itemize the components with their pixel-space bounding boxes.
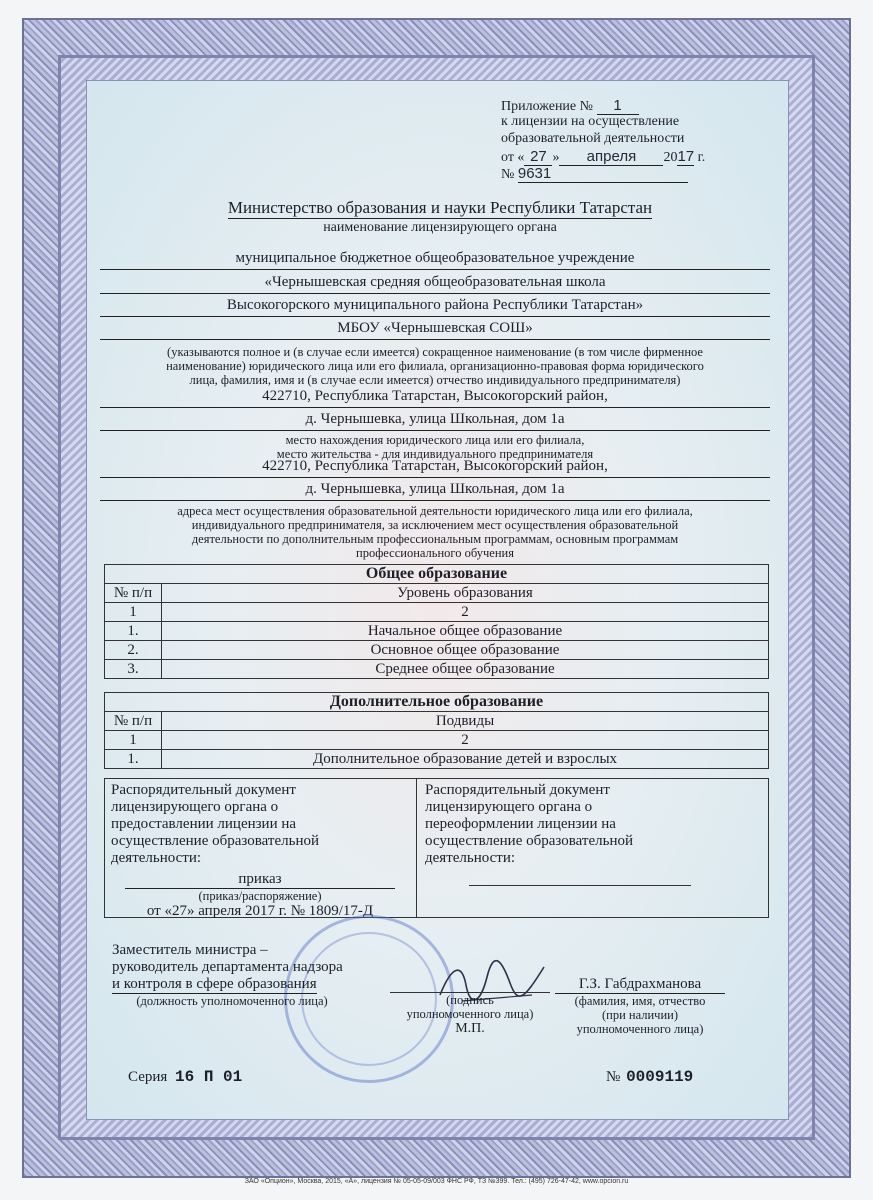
activity-caption2: индивидуального предпринимателя, за исключением мест осуществления образовательной: [191, 518, 679, 532]
activity-line2: д. Чернышевка, улица Школьная, дом 1а: [100, 481, 770, 501]
documents-box: [104, 778, 769, 918]
date-from-label: от «: [501, 150, 525, 165]
reissue-document-cell: [417, 779, 767, 917]
authority-caption: наименование лицензирующего органа: [323, 220, 557, 235]
table-row: [105, 641, 769, 660]
date-year-prefix: 20: [663, 150, 678, 165]
general-row-num: 1.: [105, 622, 162, 641]
grant-doc-date: от «27» апреля 2017 г. № 1809/17-Д: [146, 903, 374, 919]
additional-row-num: 1.: [105, 750, 162, 769]
grant-doc-type: приказ: [125, 871, 395, 889]
appendix-line2: к лицензии на осуществление: [501, 114, 680, 129]
reissue-title3: переоформлении лицензии на: [425, 816, 616, 832]
license-number: 9631: [518, 165, 688, 183]
table-row: [105, 750, 769, 769]
additional-col-num-header: № п/п: [105, 712, 162, 731]
reissue-title1: Распорядительный документ: [425, 782, 610, 798]
general-row-num: 2.: [105, 641, 162, 660]
additional-education-table: [104, 692, 769, 769]
general-education-table: [104, 564, 769, 679]
authority-name: Министерство образования и науки Республики Татарстан: [227, 198, 653, 217]
position-line2: руководитель департамента надзора: [112, 959, 343, 975]
general-num-row-2: 2: [162, 603, 769, 622]
additional-num-row-1: 1: [105, 731, 162, 750]
grant-title3: предоставлении лицензии на: [111, 816, 297, 832]
reissue-title4: осуществление образовательной: [425, 833, 633, 849]
license-number-label: №: [501, 167, 515, 182]
location-caption1: место нахождения юридического лица или его филиала,: [285, 433, 585, 447]
org-line1: муниципальное бюджетное общеобразовательное учреждение: [100, 250, 770, 270]
activity-address-block: [100, 458, 770, 560]
date-close-quote: »: [552, 150, 560, 165]
position-line1: Заместитель министра –: [112, 942, 268, 958]
name-caption1: (фамилия, имя, отчество: [574, 994, 706, 1008]
series-label: Серия: [128, 1069, 168, 1085]
signature-field: [390, 992, 550, 1037]
location-line1: 422710, Республика Татарстан, Высокогорский район,: [100, 388, 770, 408]
signatory-name: Г.З. Габдрахманова: [555, 976, 725, 994]
grant-doc-caption: (приказ/распоряжение): [198, 889, 322, 903]
date-day: 27: [524, 148, 552, 166]
printer-footer: ЗАО «Опцион», Москва, 2015, «А», лицензия № 05-05-09/003 ФНС РФ, ТЗ №399. Тел.: (495) 726-47-42, www.opcion.ru: [244, 1178, 629, 1185]
org-caption2: наименование) юридического лица или его филиала, организационно-правовая форма юридического: [166, 359, 704, 373]
org-caption1: (указываются полное и (в случае если имеется) сокращенное наименование (в том числе фирменное: [167, 345, 703, 359]
general-row-name: Среднее общее образование: [162, 660, 769, 679]
reissue-title2: лицензирующего органа о: [425, 799, 593, 815]
additional-num-row-2: 2: [162, 731, 769, 750]
general-row-num: 3.: [105, 660, 162, 679]
date-year-unit: г.: [697, 150, 706, 165]
signatory-name-block: [555, 976, 725, 1036]
grant-title4: осуществление образовательной: [111, 833, 319, 849]
activity-caption1: адреса мест осуществления образовательной деятельности юридического лица или его филиала,: [177, 504, 693, 518]
form-number-value: 0009119: [626, 1068, 694, 1086]
grant-title2: лицензирующего органа о: [111, 799, 279, 815]
position-line3: и контроля в сфере образования: [112, 976, 317, 992]
sign-caption1: (подпись: [446, 993, 494, 1007]
organization-block: [100, 250, 770, 387]
activity-line1: 422710, Республика Татарстан, Высокогорский район,: [100, 458, 770, 478]
location-caption2: место жительства - для индивидуального предпринимателя: [276, 447, 594, 461]
grant-title5: деятельности:: [111, 850, 202, 866]
general-col-num-header: № п/п: [105, 584, 162, 603]
authority-block: [110, 198, 770, 236]
name-caption2: (при наличии): [601, 1008, 679, 1022]
org-line2: «Чернышевская средняя общеобразовательная школа: [100, 274, 770, 294]
additional-row-name: Дополнительное образование детей и взрослых: [162, 750, 769, 769]
date-month: апреля: [559, 148, 663, 166]
name-caption3: уполномоченного лица): [576, 1022, 704, 1036]
appendix-number: 1: [597, 97, 639, 115]
sign-caption2: уполномоченного лица): [406, 1007, 534, 1021]
general-education-title: Общее образование: [105, 565, 769, 584]
general-num-row-1: 1: [105, 603, 162, 622]
series-block: [128, 1068, 242, 1086]
table-row: [105, 660, 769, 679]
form-number-label: №: [606, 1069, 621, 1085]
stamp-place-label: М.П.: [455, 1021, 485, 1036]
location-line2: д. Чернышевка, улица Школьная, дом 1а: [100, 411, 770, 431]
additional-col-subtype-header: Подвиды: [162, 712, 769, 731]
appendix-label: Приложение №: [501, 99, 593, 114]
position-caption: (должность уполномоченного лица): [136, 994, 328, 1008]
series-value: 16 П 01: [175, 1068, 243, 1086]
grant-document-cell: [105, 779, 417, 917]
appendix-line3: образовательной деятельности: [501, 131, 685, 146]
general-row-name: Основное общее образование: [162, 641, 769, 660]
general-col-level-header: Уровень образования: [162, 584, 769, 603]
signatory-position-block: [112, 942, 382, 1008]
general-row-name: Начальное общее образование: [162, 622, 769, 641]
date-year-suffix: 17: [677, 148, 695, 165]
additional-education-title: Дополнительное образование: [105, 693, 769, 712]
reissue-blank-line: [469, 885, 691, 886]
org-caption3: лица, фамилия, имя и (в случае если имеется) отчество индивидуального предпринимателя): [189, 373, 681, 387]
form-number-block: [606, 1068, 693, 1086]
activity-caption4: профессионального обучения: [356, 546, 514, 560]
location-block: [100, 388, 770, 461]
grant-title1: Распорядительный документ: [111, 782, 296, 798]
reissue-title5: деятельности:: [425, 850, 516, 866]
activity-caption3: деятельности по дополнительным профессиональным программам, основным программам: [191, 532, 679, 546]
appendix-header: [501, 97, 711, 182]
org-short-name: МБОУ «Чернышевская СОШ»: [100, 320, 770, 340]
org-line3: Высокогорского муниципального района Республики Татарстан»: [100, 297, 770, 317]
table-row: [105, 622, 769, 641]
